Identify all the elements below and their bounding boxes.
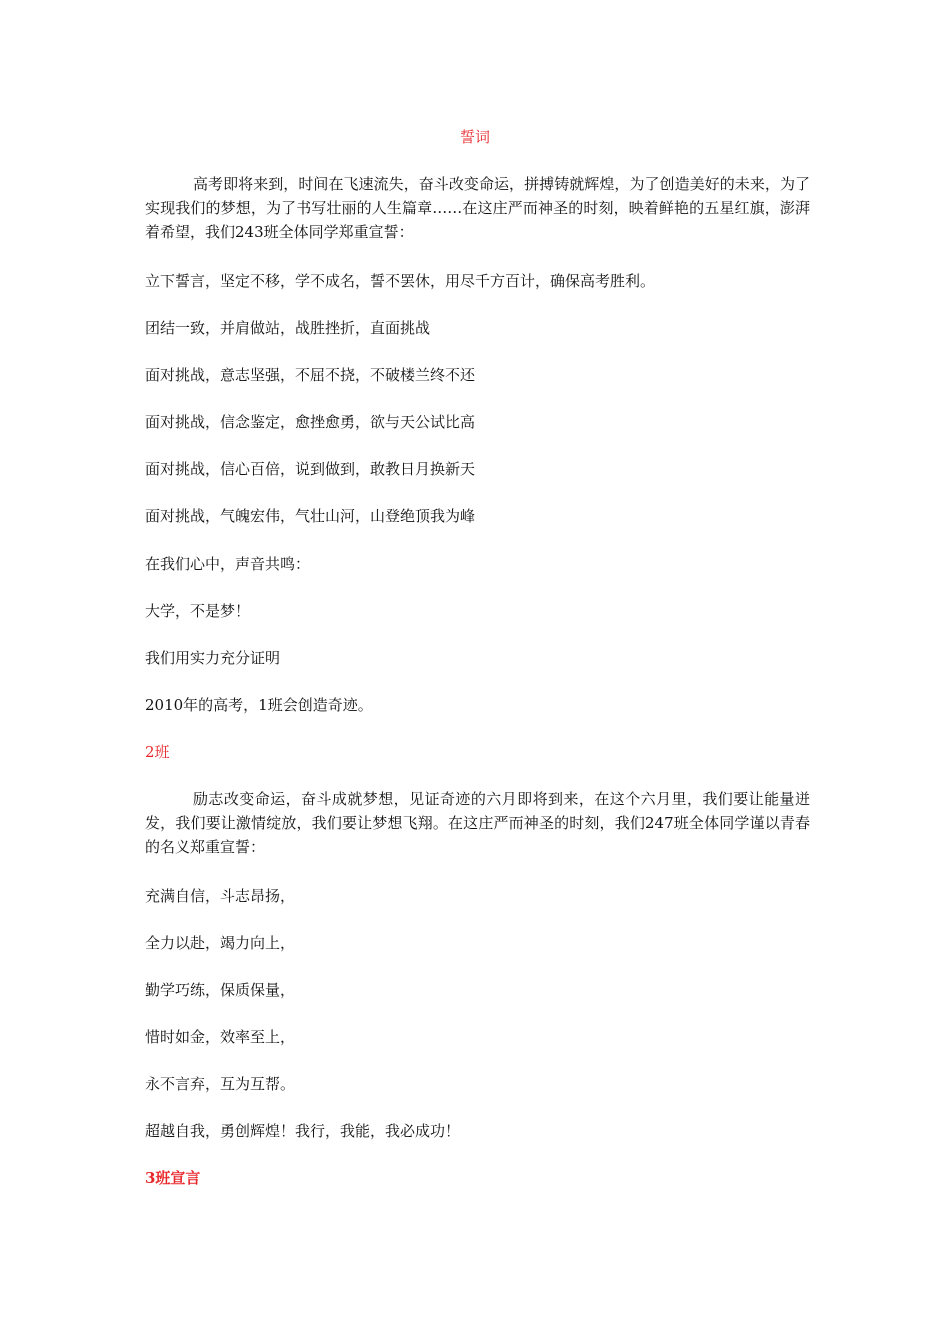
oath-line: 团结一致，并肩做站，战胜挫折，直面挑战 bbox=[145, 319, 431, 337]
oath-line: 面对挑战，信心百倍，说到做到，敢教日月换新天 bbox=[145, 460, 476, 478]
oath-line: 超越自我，勇创辉煌！我行，我能，我必成功！ bbox=[145, 1122, 461, 1140]
class-2-heading: 2班 bbox=[145, 743, 170, 761]
document-title: 誓词 bbox=[459, 128, 490, 146]
oath-line: 永不言弃，互为互帮。 bbox=[145, 1075, 296, 1093]
oath-line: 面对挑战，信念鉴定，愈挫愈勇，欲与天公试比高 bbox=[145, 413, 476, 431]
oath-line: 面对挑战，气魄宏伟，气壮山河，山登绝顶我为峰 bbox=[145, 507, 476, 525]
oath-line: 大学，不是梦！ bbox=[145, 602, 251, 620]
oath-line: 在我们心中，声音共鸣： bbox=[145, 555, 311, 573]
oath-line: 立下誓言，坚定不移，学不成名，誓不罢休，用尽千方百计，确保高考胜利。 bbox=[145, 272, 656, 290]
class-3-heading: 3班宣言 bbox=[145, 1169, 201, 1187]
oath-line: 勤学巧练，保质保量， bbox=[145, 981, 296, 999]
oath-line: 我们用实力充分证明 bbox=[145, 649, 281, 667]
oath-line: 惜时如金，效率至上， bbox=[145, 1028, 296, 1046]
oath-line: 面对挑战，意志坚强，不屈不挠，不破楼兰终不还 bbox=[145, 366, 476, 384]
class-2-intro-paragraph: 励志改变命运，奋斗成就梦想，见证奇迹的六月即将到来，在这个六月里，我们要让能量迸发，我们要让激情绽放，我们要让梦想飞翔。在这庄严而神圣的时刻，我们247班全体同学谨以青春的名义郑重宣誓： bbox=[145, 790, 810, 856]
oath-line: 充满自信，斗志昂扬， bbox=[145, 887, 296, 905]
oath-line: 全力以赴，竭力向上， bbox=[145, 934, 296, 952]
oath-intro-paragraph: 高考即将来到，时间在飞速流失，奋斗改变命运，拼搏铸就辉煌，为了创造美好的未来，为了实现我们的梦想，为了书写壮丽的人生篇章……在这庄严而神圣的时刻，映着鲜艳的五星红旗，澎湃着希望，我们243班全体同学郑重宣誓： bbox=[145, 175, 810, 241]
oath-line: 2010年的高考，1班会创造奇迹。 bbox=[145, 696, 373, 714]
